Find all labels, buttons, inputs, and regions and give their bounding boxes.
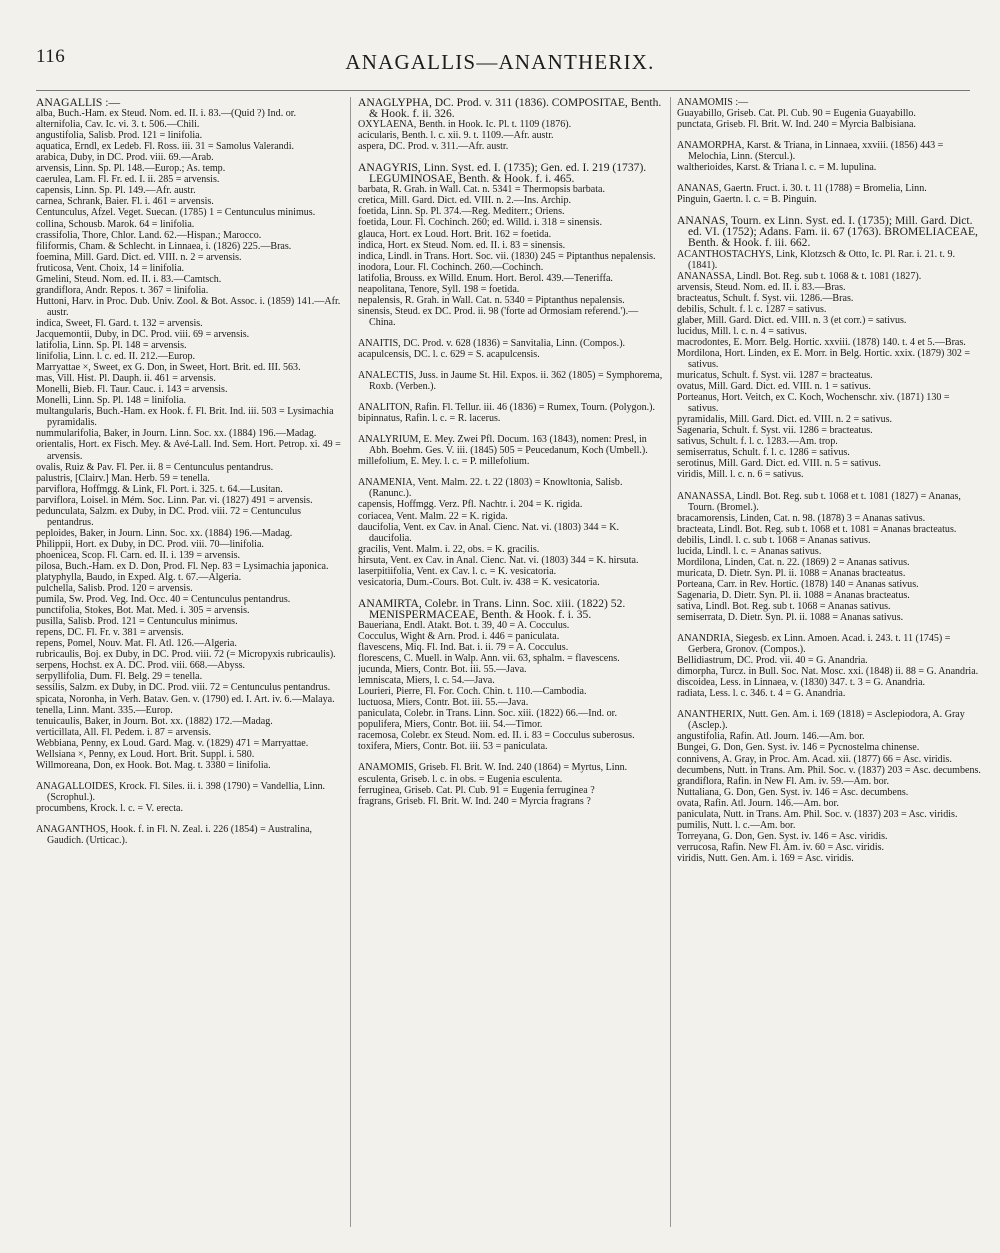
species-entry: pilosa, Buch.-Ham. ex D. Don, Prod. Fl. Nep. 83 = Lysimachia japonica. xyxy=(36,560,329,572)
species-entry: sativa, Lindl. Bot. Reg. sub t. 1068 = Ananas sativus. xyxy=(677,600,891,612)
species-entry: Sagenaria, Schult. f. Syst. vii. 1286 = bracteatus. xyxy=(677,425,873,437)
species-entry: bracamorensis, Linden, Cat. n. 98. (1878) 3 = Ananas sativus. xyxy=(677,512,926,524)
species-entry: Huttoni, Harv. in Proc. Dub. Univ. Zool. & Bot. Assoc. i. (1859) 141.—Afr. austr. xyxy=(36,295,341,318)
species-entry: nepalensis, R. Grah. in Wall. Cat. n. 5340 = Piptanthus nepalensis. xyxy=(358,294,625,306)
running-head: ANAGALLIS—ANANTHERIX. xyxy=(345,50,655,74)
species-entry: vesicatoria, Dum.-Cours. Bot. Cult. iv. 438 = K. vesicatoria. xyxy=(358,576,600,588)
species-entry: Porteana, Carr. in Rev. Hortic. (1878) 140 = Ananas sativus. xyxy=(677,578,919,590)
species-entry: ovalis, Ruiz & Pav. Fl. Per. ii. 8 = Centunculus pentandrus. xyxy=(36,461,274,473)
species-entry: tenella, Linn. Mant. 335.—Europ. xyxy=(36,704,173,716)
species-entry: fruticosa, Vent. Choix, 14 = linifolia. xyxy=(36,262,185,274)
species-entry: muricatus, Schult. f. Syst. vii. 1287 = bracteatus. xyxy=(677,370,873,382)
species-entry: discoidea, Less. in Linnaea, v. (1830) 347. t. 3 = G. Anandria. xyxy=(677,677,926,689)
species-entry: fragrans, Griseb. Fl. Brit. W. Ind. 240 = Myrcia fragrans ? xyxy=(358,795,591,807)
species-entry: Lourieri, Pierre, Fl. For. Coch. Chin. t. 110.—Cambodia. xyxy=(358,686,587,698)
species-entry: linifolia, Linn. l. c. ed. II. 212.—Europ. xyxy=(36,351,196,363)
species-entry: peploides, Baker, in Journ. Linn. Soc. xx. (1884) 196.—Madag. xyxy=(36,527,293,539)
species-entry: aspera, DC. Prod. v. 311.—Afr. austr. xyxy=(358,141,509,153)
species-entry: muricata, D. Dietr. Syn. Pl. ii. 1088 = Ananas bracteatus. xyxy=(677,567,906,579)
species-entry: glauca, Hort. ex Loud. Hort. Brit. 162 = foetida. xyxy=(358,228,552,240)
species-entry: glaber, Mill. Gard. Dict. ed. VIII. n. 3 (et corr.) = sativus. xyxy=(677,314,907,326)
species-entry: OXYLAENA, Benth. in Hook. Ic. Pl. t. 1109 (1876). xyxy=(358,119,572,131)
species-entry: dimorpha, Turcz. in Bull. Soc. Nat. Mosc. xxi. (1848) ii. 88 = G. Anandria. xyxy=(677,666,979,678)
species-entry: serpens, Hochst. ex A. DC. Prod. viii. 668.—Abyss. xyxy=(36,660,246,672)
species-entry: pedunculata, Salzm. ex Duby, in DC. Prod. viii. 72 = Centunculus pentandrus. xyxy=(36,505,302,528)
species-entry: inodora, Lour. Fl. Cochinch. 260.—Cochinch. xyxy=(358,261,544,273)
species-entry: acapulcensis, DC. l. c. 629 = S. acapulcensis. xyxy=(358,348,540,360)
species-entry: ACANTHOSTACHYS, Link, Klotzsch & Otto, Ic. Pl. Rar. i. 21. t. 9. (1841). xyxy=(677,248,955,271)
species-entry: ANAGLYPHA, DC. Prod. v. 311 (1836). COMPOSITAE, Benth. & Hook. f. ii. 326. xyxy=(358,97,662,121)
species-entry: multangularis, Buch.-Ham. ex Hook. f. Fl. Brit. Ind. iii. 503 = Lysimachia pyramidalis. xyxy=(36,406,334,429)
genus-entry: ANAMOMIS, Griseb. Fl. Brit. W. Ind. 240 (1864) = Myrtus, Linn. xyxy=(358,762,628,774)
species-entry: ovata, Rafin. Atl. Journ. 146.—Am. bor. xyxy=(677,797,839,809)
species-entry: capensis, Hoffmgg. Verz. Pfl. Nachtr. i. 204 = K. rigida. xyxy=(358,499,583,511)
species-entry: Porteanus, Hort. Veitch, ex C. Koch, Wochenschr. xiv. (1871) 130 = sativus. xyxy=(677,392,950,415)
genus-entry: ANAITIS, DC. Prod. v. 628 (1836) = Sanvitalia, Linn. (Compos.). xyxy=(358,337,626,349)
species-entry: repens, Pomel, Nouv. Mat. Fl. Atl. 126.—Algeria. xyxy=(36,638,237,650)
species-entry: ANAGALLIS :— xyxy=(36,97,121,109)
genus-entry: ANALYRIUM, E. Mey. Zwei Pfl. Docum. 163 (1843), nomen: Presl, in Abh. Boehm. Ges. V. iii. (1845) 505 = Peucedanum, Koch (Umbell.). xyxy=(358,434,648,457)
species-entry: bracteata, Lindl. Bot. Reg. sub t. 1068 et t. 1081 = Ananas bracteatus. xyxy=(677,523,957,535)
species-entry: Monelli, Linn. Sp. Pl. 148 = linifolia. xyxy=(36,395,186,407)
species-entry: lucida, Lindl. l. c. = Ananas sativus. xyxy=(677,545,822,557)
species-entry: ferruginea, Griseb. Cat. Pl. Cub. 91 = Eugenia ferruginea ? xyxy=(358,784,595,796)
column-2 xyxy=(358,97,663,1237)
genus-entry: ANAGYRIS, Linn. Syst. ed. I. (1735); Gen. ed. I. 219 (1737). LEGUMINOSAE, Benth. & Hook. f. i. 465. xyxy=(358,161,647,186)
genus-entry: ANAMIRTA, Colebr. in Trans. Linn. Soc. xiii. (1822) 52. MENISPERMACEAE, Benth. & Hook. f. i. 35. xyxy=(358,596,626,621)
species-entry: populifera, Miers, Contr. Bot. iii. 54.—Timor. xyxy=(358,719,543,731)
species-entry: tenuicaulis, Baker, in Journ. Bot. xx. (1882) 172.—Madag. xyxy=(36,715,273,727)
species-entry: grandiflora, Rafin. in New Fl. Am. iv. 59.—Am. bor. xyxy=(677,775,889,787)
species-entry: punctifolia, Stokes, Bot. Mat. Med. i. 305 = arvensis. xyxy=(36,605,250,617)
species-entry: ovatus, Mill. Gard. Dict. ed. VIII. n. 1 = sativus. xyxy=(677,381,871,393)
species-entry: Torreyana, G. Don, Gen. Syst. iv. 146 = Asc. viridis. xyxy=(677,830,888,842)
species-entry: viridis, Nutt. Gen. Am. i. 169 = Asc. viridis. xyxy=(677,852,854,864)
species-entry: decumbens, Nutt. in Trans. Am. Phil. Soc. v. (1837) 203 = Asc. decumbens. xyxy=(677,764,981,776)
species-entry: semiserrata, D. Dietr. Syn. Pl. ii. 1088 = Ananas sativus. xyxy=(677,612,904,624)
species-entry: sinensis, Steud. ex DC. Prod. ii. 98 ('forte ad Ormosiam referend.').—China. xyxy=(358,305,639,328)
species-entry: arvensis, Steud. Nom. ed. II. i. 83.—Bras. xyxy=(677,281,846,293)
species-entry: mas, Vill. Hist. Pl. Dauph. ii. 461 = arvensis. xyxy=(36,373,216,385)
species-entry: Wellsiana ×, Penny, ex Loud. Hort. Brit. Suppl. i. 580. xyxy=(36,748,255,760)
species-entry: palustris, [Clairv.] Man. Herb. 59 = tenella. xyxy=(36,472,210,484)
species-entry: millefolium, E. Mey. l. c. = P. millefolium. xyxy=(358,456,530,468)
species-entry: coriacea, Vent. Malm. 22 = K. rigida. xyxy=(358,510,508,522)
genus-entry: ANAGALLOIDES, Krock. Fl. Siles. ii. i. 398 (1790) = Vandellia, Linn. (Scrophul.). xyxy=(36,780,325,803)
species-entry: debilis, Schult. f. l. c. 1287 = sativus. xyxy=(677,303,827,315)
species-entry: viridis, Mill. l. c. n. 6 = sativus. xyxy=(677,469,804,481)
genus-entry: ANANDRIA, Siegesb. ex Linn. Amoen. Acad. i. 243. t. 11 (1745) = Gerbera, Gronov. (Compos.). xyxy=(677,633,951,656)
species-entry: sessilis, Salzm. ex Duby, in DC. Prod. viii. 72 = Centunculus pentandrus. xyxy=(36,682,331,694)
species-entry: caerulea, Lam. Fl. Fr. ed. I. ii. 285 = arvensis. xyxy=(36,174,220,186)
genus-entry: ANANAS, Gaertn. Fruct. i. 30. t. 11 (1788) = Bromelia, Linn. xyxy=(677,183,927,195)
species-entry: ANAMOMIS :— xyxy=(677,97,749,108)
species-entry: orientalis, Hort. ex Fisch. Mey. & Avé-Lall. Ind. Sem. Hort. Petrop. xi. 49 = arvensis. xyxy=(36,439,341,462)
species-entry: verrucosa, Rafin. New Fl. Am. iv. 60 = Asc. viridis. xyxy=(677,841,885,853)
species-entry: alternifolia, Cav. Ic. vi. 3. t. 506.—Chili. xyxy=(36,119,200,131)
species-entry: pyramidalis, Mill. Gard. Dict. ed. VIII. n. 2 = sativus. xyxy=(677,414,893,426)
genus-entry: ANANASSA, Lindl. Bot. Reg. sub t. 1068 et t. 1081 (1827) = Ananas, Tourn. (Bromel.). xyxy=(677,490,961,513)
species-entry: grandiflora, Andr. Repos. t. 367 = linifolia. xyxy=(36,284,209,296)
species-entry: carnea, Schrank, Baier. Fl. i. 461 = arvensis. xyxy=(36,196,214,208)
species-entry: semiserratus, Schult. f. l. c. 1286 = sativus. xyxy=(677,447,850,459)
genus-entry: ANANTHERIX, Nutt. Gen. Am. i. 169 (1818) = Asclepiodora, A. Gray (Asclep.). xyxy=(677,709,965,732)
species-entry: angustifolia, Salisb. Prod. 121 = linifolia. xyxy=(36,130,203,142)
genus-entry: ANANAS, Tourn. ex Linn. Syst. ed. I. (1735); Mill. Gard. Dict. ed. VI. (1752); Adans. Fam. ii. 67 (1763). BROMELIACEAE, Benth. & Hook. f. iii. 662. xyxy=(677,214,978,250)
genus-entry: ANAMORPHA, Karst. & Triana, in Linnaea, xxviii. (1856) 443 = Melochia, Linn. (Stercul.). xyxy=(677,140,944,163)
species-entry: Bellidiastrum, DC. Prod. vii. 40 = G. Anandria. xyxy=(677,655,868,667)
species-entry: serpyllifolia, Dum. Fl. Belg. 29 = tenella. xyxy=(36,671,203,683)
genus-entry: ANAGANTHOS, Hook. f. in Fl. N. Zeal. i. 226 (1854) = Australina, Gaudich. (Urticac.). xyxy=(36,824,313,847)
species-entry: pumila, Sw. Prod. Veg. Ind. Occ. 40 = Centunculus pentandrus. xyxy=(36,594,291,606)
species-entry: repens, DC. Fl. Fr. v. 381 = arvensis. xyxy=(36,627,184,639)
species-entry: parviflora, Loisel. in Mém. Soc. Linn. Par. vi. (1827) 491 = arvensis. xyxy=(36,494,313,506)
species-entry: nummularifolia, Baker, in Journ. Linn. Soc. xx. (1884) 196.—Madag. xyxy=(36,428,317,440)
header-rule xyxy=(36,90,970,91)
species-entry: indica, Sweet, Fl. Gard. t. 132 = arvensis. xyxy=(36,317,203,329)
species-entry: Marryattae ×, Sweet, ex G. Don, in Sweet, Hort. Brit. ed. III. 563. xyxy=(36,362,301,374)
species-entry: capensis, Linn. Sp. Pl. 149.—Afr. austr. xyxy=(36,185,196,197)
species-entry: gracilis, Vent. Malm. i. 22, obs. = K. gracilis. xyxy=(358,543,540,555)
species-entry: neapolitana, Tenore, Syll. 198 = foetida. xyxy=(358,283,520,295)
species-entry: bracteatus, Schult. f. Syst. vii. 1286.—Bras. xyxy=(677,292,854,304)
species-entry: luctuosa, Miers, Contr. Bot. iii. 55.—Java. xyxy=(358,697,529,709)
species-entry: latifolia, Brouss. ex Willd. Enum. Hort. Berol. 439.—Teneriffa. xyxy=(358,272,613,284)
species-entry: arvensis, Linn. Sp. Pl. 148.—Europ.; As. temp. xyxy=(36,163,226,175)
species-entry: Willmoreana, Don, ex Hook. Bot. Mag. t. 3380 = linifolia. xyxy=(36,759,271,771)
species-entry: florescens, C. Muell. in Walp. Ann. vii. 63, sphalm. = flavescens. xyxy=(358,653,620,665)
species-entry: Cocculus, Wight & Arn. Prod. i. 446 = paniculata. xyxy=(358,630,560,642)
species-entry: radiata, Less. l. c. 346. t. 4 = G. Anandria. xyxy=(677,688,846,700)
species-entry: collina, Schousb. Marok. 64 = linifolia. xyxy=(36,218,195,230)
species-entry: esculenta, Griseb. l. c. in obs. = Eugenia esculenta. xyxy=(358,773,563,785)
species-entry: Baueriana, Endl. Atakt. Bot. t. 39, 40 = A. Cocculus. xyxy=(358,619,570,631)
species-entry: rubricaulis, Boj. ex Duby, in DC. Prod. viii. 72 (= Micropyxis rubricaulis). xyxy=(36,649,336,661)
species-entry: parviflora, Hoffmgg. & Link, Fl. Port. i. 325. t. 64.—Lusitan. xyxy=(36,483,283,495)
column-divider xyxy=(670,97,671,1227)
genus-entry: ANALITON, Rafin. Fl. Tellur. iii. 46 (1836) = Rumex, Tourn. (Polygon.). xyxy=(358,402,656,414)
species-entry: Sagenaria, D. Dietr. Syn. Pl. ii. 1088 = Ananas bracteatus. xyxy=(677,589,910,601)
species-entry: Philippii, Hort. ex Duby, in DC. Prod. viii. 70—linifolia. xyxy=(36,538,264,550)
genus-entry: ANAMENIA, Vent. Malm. 22. t. 22 (1803) = Knowltonia, Salisb. (Ranunc.). xyxy=(358,477,623,500)
species-entry: daucifolia, Vent. ex Cav. in Anal. Cienc. Nat. vi. (1803) 344 = K. daucifolia. xyxy=(358,521,619,544)
species-entry: ANANASSA, Lindl. Bot. Reg. sub t. 1068 & t. 1081 (1827). xyxy=(677,270,922,282)
column-divider xyxy=(350,97,351,1227)
species-entry: punctata, Griseb. Fl. Brit. W. Ind. 240 = Myrcia Balbisiana. xyxy=(677,119,916,131)
species-entry: Nuttaliana, G. Don, Gen. Syst. iv. 146 = Asc. decumbens. xyxy=(677,786,909,798)
species-entry: Mordilona, Hort. Linden, ex E. Morr. in Belg. Hortic. xxix. (1879) 302 = sativus. xyxy=(677,347,971,370)
species-entry: latifolia, Linn. Sp. Pl. 148 = arvensis. xyxy=(36,340,187,352)
column-3 xyxy=(677,97,982,1237)
species-entry: lemniscata, Miers, l. c. 54.—Java. xyxy=(358,675,495,687)
species-entry: Gmelini, Steud. Nom. ed. II. i. 83.—Camtsch. xyxy=(36,273,222,285)
species-entry: alba, Buch.-Ham. ex Steud. Nom. ed. II. i. 83.—(Quid ?) Ind. or. xyxy=(36,108,297,120)
species-entry: cretica, Mill. Gard. Dict. ed. VIII. n. 2.—Ins. Archip. xyxy=(358,195,571,207)
species-entry: barbata, R. Grah. in Wall. Cat. n. 5341 = Thermopsis barbata. xyxy=(358,184,605,196)
species-entry: waltherioides, Karst. & Triana l. c. = M. lupulina. xyxy=(677,162,877,174)
species-entry: indica, Lindl. in Trans. Hort. Soc. vii. (1830) 245 = Piptanthus nepalensis. xyxy=(358,250,656,262)
species-entry: procumbens, Krock. l. c. = V. erecta. xyxy=(36,802,184,814)
species-entry: Monelli, Bieb. Fl. Taur. Cauc. i. 143 = arvensis. xyxy=(36,384,228,396)
species-entry: pulchella, Salisb. Prod. 120 = arvensis. xyxy=(36,583,193,595)
species-entry: verticillata, All. Fl. Pedem. i. 87 = arvensis. xyxy=(36,726,212,738)
species-entry: pusilla, Salisb. Prod. 121 = Centunculus minimus. xyxy=(36,616,238,628)
species-entry: foetida, Linn. Sp. Pl. 374.—Reg. Mediterr.; Oriens. xyxy=(358,206,565,218)
species-entry: toxifera, Miers, Contr. Bot. iii. 53 = paniculata. xyxy=(358,741,548,753)
species-entry: jucunda, Miers, Contr. Bot. iii. 55.—Java. xyxy=(358,664,527,676)
species-entry: hirsuta, Vent. ex Cav. in Anal. Cienc. Nat. vi. (1803) 344 = K. hirsuta. xyxy=(358,554,639,566)
species-entry: Webbiana, Penny, ex Loud. Gard. Mag. v. (1829) 471 = Marryattae. xyxy=(36,737,309,749)
species-entry: racemosa, Colebr. ex Steud. Nom. ed. II. i. 83 = Cocculus suberosus. xyxy=(358,730,635,742)
species-entry: platyphylla, Baudo, in Exped. Alg. t. 67.—Algeria. xyxy=(36,572,242,584)
species-entry: crassifolia, Thore, Chlor. Land. 62.—Hispan.; Marocco. xyxy=(36,229,262,241)
species-entry: Jacquemontii, Duby, in DC. Prod. viii. 69 = arvensis. xyxy=(36,328,250,340)
species-entry: foemina, Mill. Gard. Dict. ed. VIII. n. 2 = arvensis. xyxy=(36,251,242,263)
genus-entry: ANALECTIS, Juss. in Jaume St. Hil. Expos. ii. 362 (1805) = Symphorema, Roxb. (Verben.). xyxy=(358,370,663,393)
species-entry: bipinnatus, Rafin. l. c. = R. lacerus. xyxy=(358,413,501,425)
species-entry: Pinguin, Gaertn. l. c. = B. Pinguin. xyxy=(677,194,817,206)
species-entry: arabica, Duby, in DC. Prod. viii. 69.—Arab. xyxy=(36,152,214,164)
page-number: 116 xyxy=(36,46,66,67)
column-1 xyxy=(36,97,341,1237)
species-entry: paniculata, Nutt. in Trans. Am. Phil. Soc. v. (1837) 203 = Asc. viridis. xyxy=(677,808,958,820)
species-entry: connivens, A. Gray, in Proc. Am. Acad. xii. (1877) 66 = Asc. viridis. xyxy=(677,753,952,765)
species-entry: Mordilona, Linden, Cat. n. 22. (1869) 2 = Ananas sativus. xyxy=(677,556,910,568)
species-entry: filiformis, Cham. & Schlecht. in Linnaea, i. (1826) 225.—Bras. xyxy=(36,240,292,252)
species-entry: lucidus, Mill. l. c. n. 4 = sativus. xyxy=(677,325,807,337)
species-entry: pumilis, Nutt. l. c.—Am. bor. xyxy=(677,819,796,831)
species-entry: debilis, Lindl. l. c. sub t. 1068 = Ananas sativus. xyxy=(677,534,871,546)
species-entry: Guayabillo, Griseb. Cat. Pl. Cub. 90 = Eugenia Guayabillo. xyxy=(677,108,916,120)
species-entry: paniculata, Colebr. in Trans. Linn. Soc. xiii. (1822) 66.—Ind. or. xyxy=(358,708,617,720)
species-entry: Bungei, G. Don, Gen. Syst. iv. 146 = Pycnostelma chinense. xyxy=(677,742,920,754)
species-entry: flavescens, Miq. Fl. Ind. Bat. i. ii. 79 = A. Cocculus. xyxy=(358,642,569,654)
species-entry: indica, Hort. ex Steud. Nom. ed. II. i. 83 = sinensis. xyxy=(358,239,566,251)
species-entry: serotinus, Mill. Gard. Dict. ed. VIII. n. 5 = sativus. xyxy=(677,458,881,470)
species-entry: angustifolia, Rafin. Atl. Journ. 146.—Am. bor. xyxy=(677,731,865,743)
species-entry: laserpitiifolia, Vent. ex Cav. l. c. = K. vesicatoria. xyxy=(358,565,557,577)
species-entry: foetida, Lour. Fl. Cochinch. 260; ed. Willd. i. 318 = sinensis. xyxy=(358,217,602,229)
species-entry: Centunculus, Afzel. Veget. Suecan. (1785) 1 = Centunculus minimus. xyxy=(36,207,316,219)
species-entry: aquatica, Erndl, ex Ledeb. Fl. Ross. iii. 31 = Samolus Valerandi. xyxy=(36,141,295,153)
species-entry: acicularis, Benth. l. c. xii. 9. t. 1109.—Afr. austr. xyxy=(358,130,554,142)
species-entry: macrodontes, E. Morr. Belg. Hortic. xxviii. (1878) 140. t. 4 et 5.—Bras. xyxy=(677,336,966,348)
species-entry: sativus, Schult. f. l. c. 1283.—Am. trop. xyxy=(677,436,838,448)
species-entry: phoenicea, Scop. Fl. Carn. ed. II. i. 139 = arvensis. xyxy=(36,549,241,561)
species-entry: spicata, Noronha, in Verh. Batav. Gen. v. (1790) ed. I. Art. iv. 6.—Malaya. xyxy=(36,693,335,705)
